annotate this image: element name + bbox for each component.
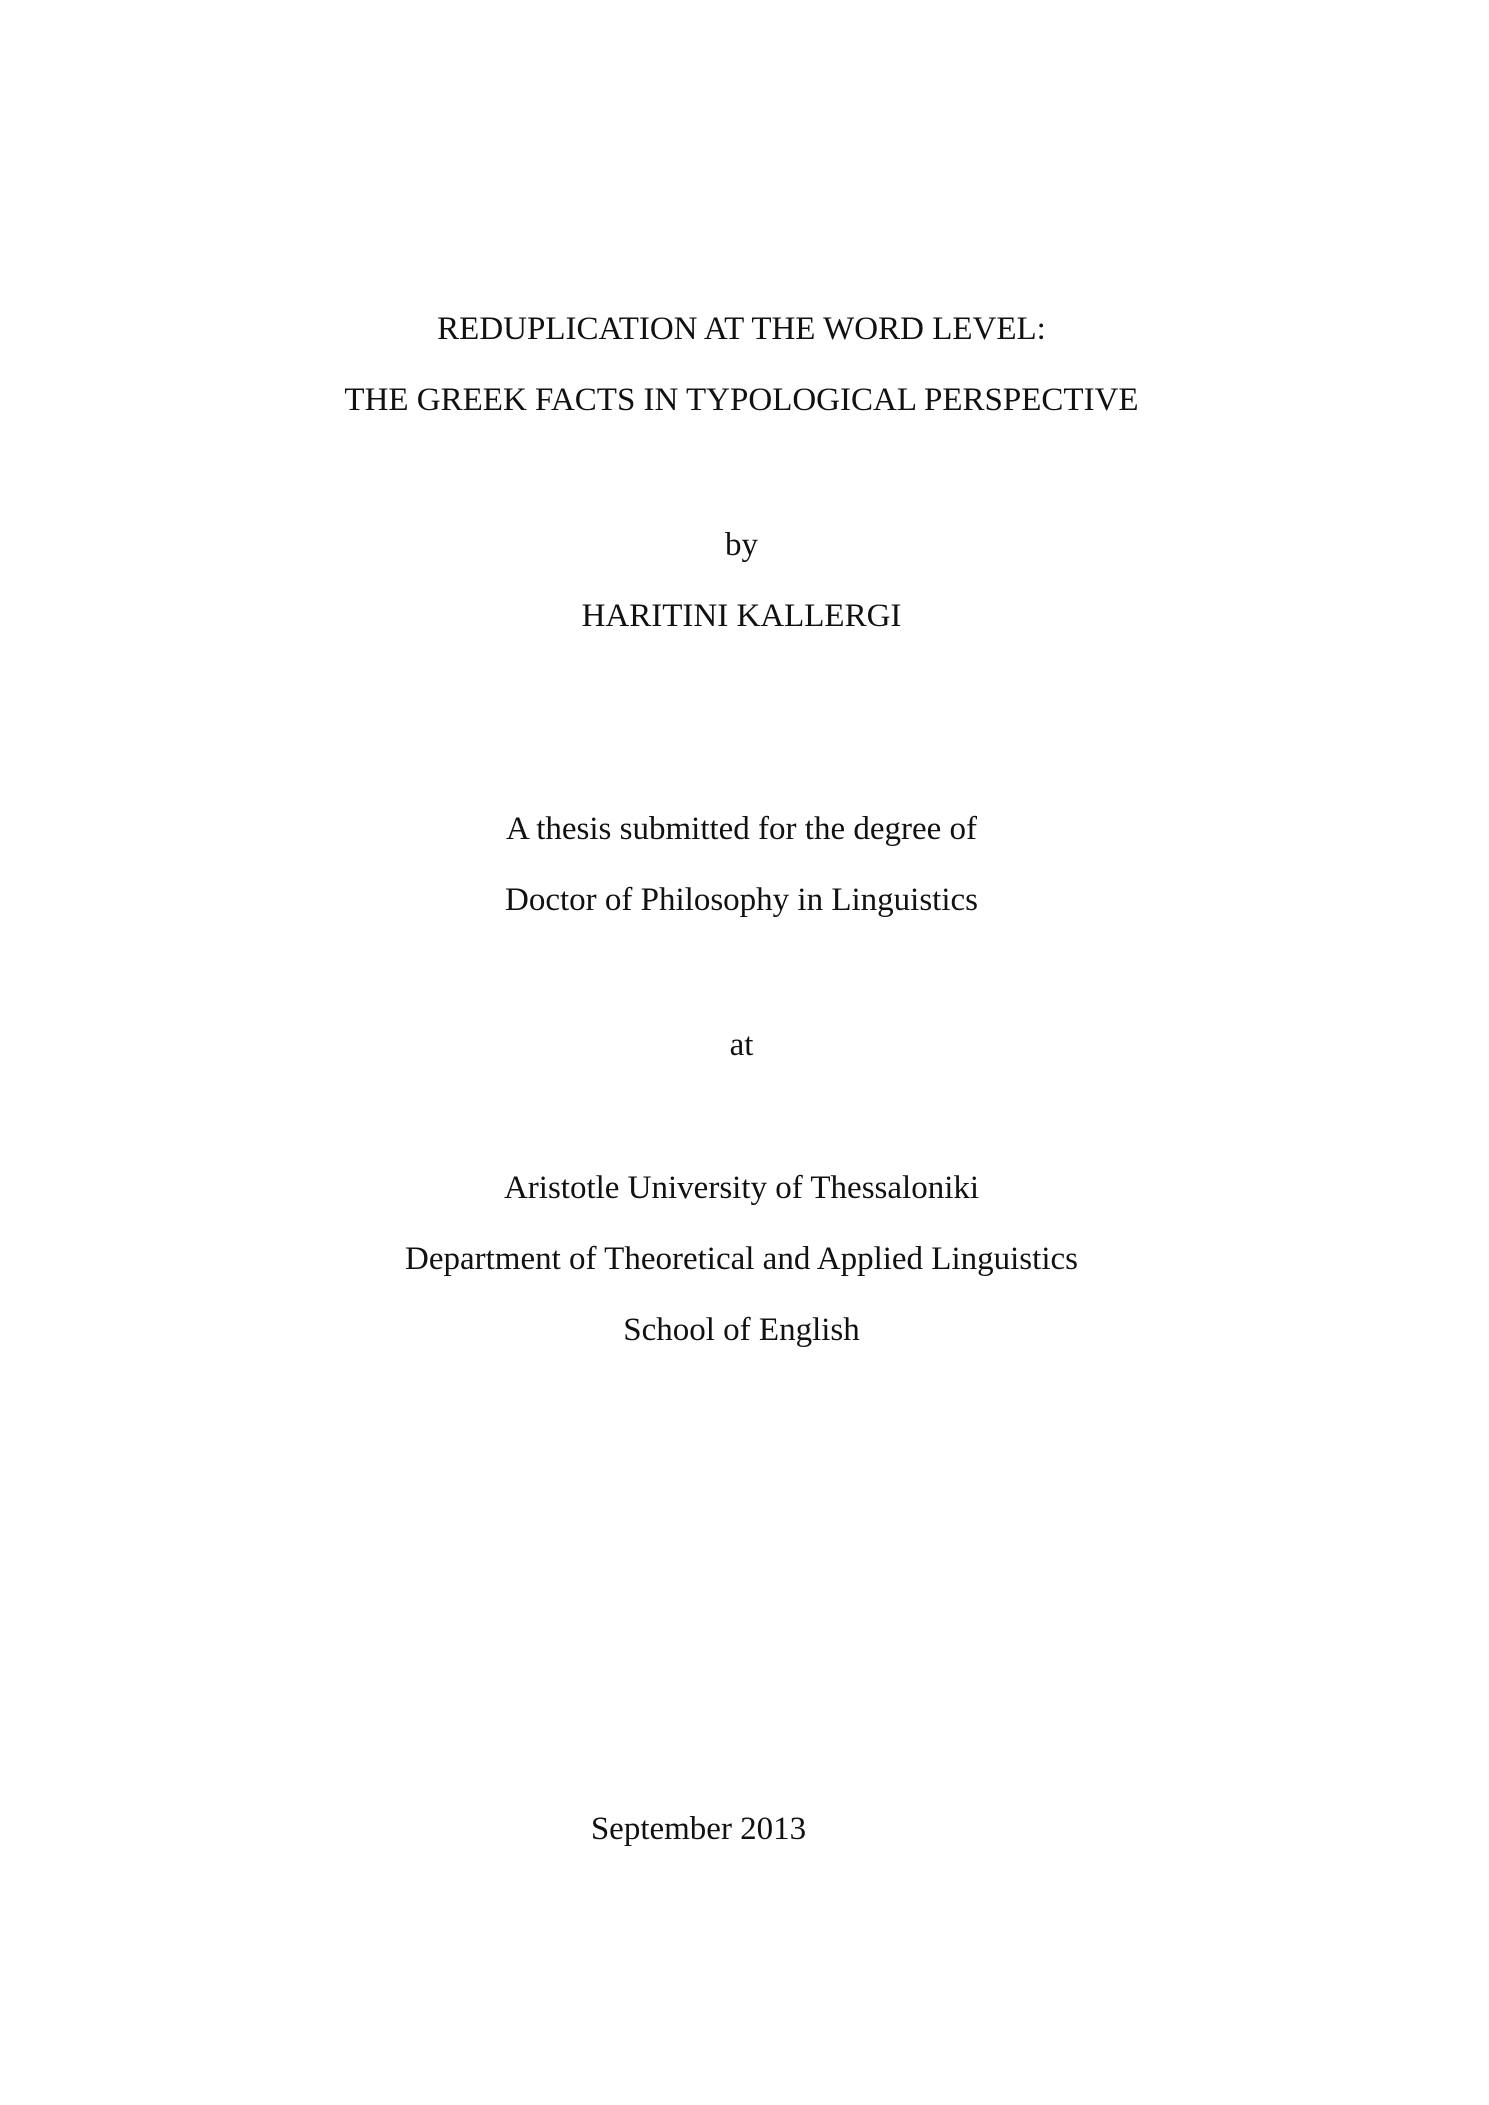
degree-statement-line-1: A thesis submitted for the degree of	[505, 811, 978, 847]
degree-statement-line-2: Doctor of Philosophy in Linguistics	[505, 882, 978, 918]
thesis-title-line-1: REDUPLICATION AT THE WORD LEVEL:	[437, 311, 1046, 347]
thesis-title-line-2: THE GREEK FACTS IN TYPOLOGICAL PERSPECTIVE	[344, 382, 1139, 418]
school-name: School of English	[623, 1312, 860, 1348]
author-name: HARITINI KALLERGI	[581, 598, 902, 634]
at-label: at	[729, 1027, 754, 1063]
department-name: Department of Theoretical and Applied Linguistics	[405, 1241, 1078, 1277]
submission-date: September 2013	[590, 1811, 807, 1847]
by-label: by	[725, 527, 758, 563]
university-name: Aristotle University of Thessaloniki	[503, 1170, 980, 1206]
